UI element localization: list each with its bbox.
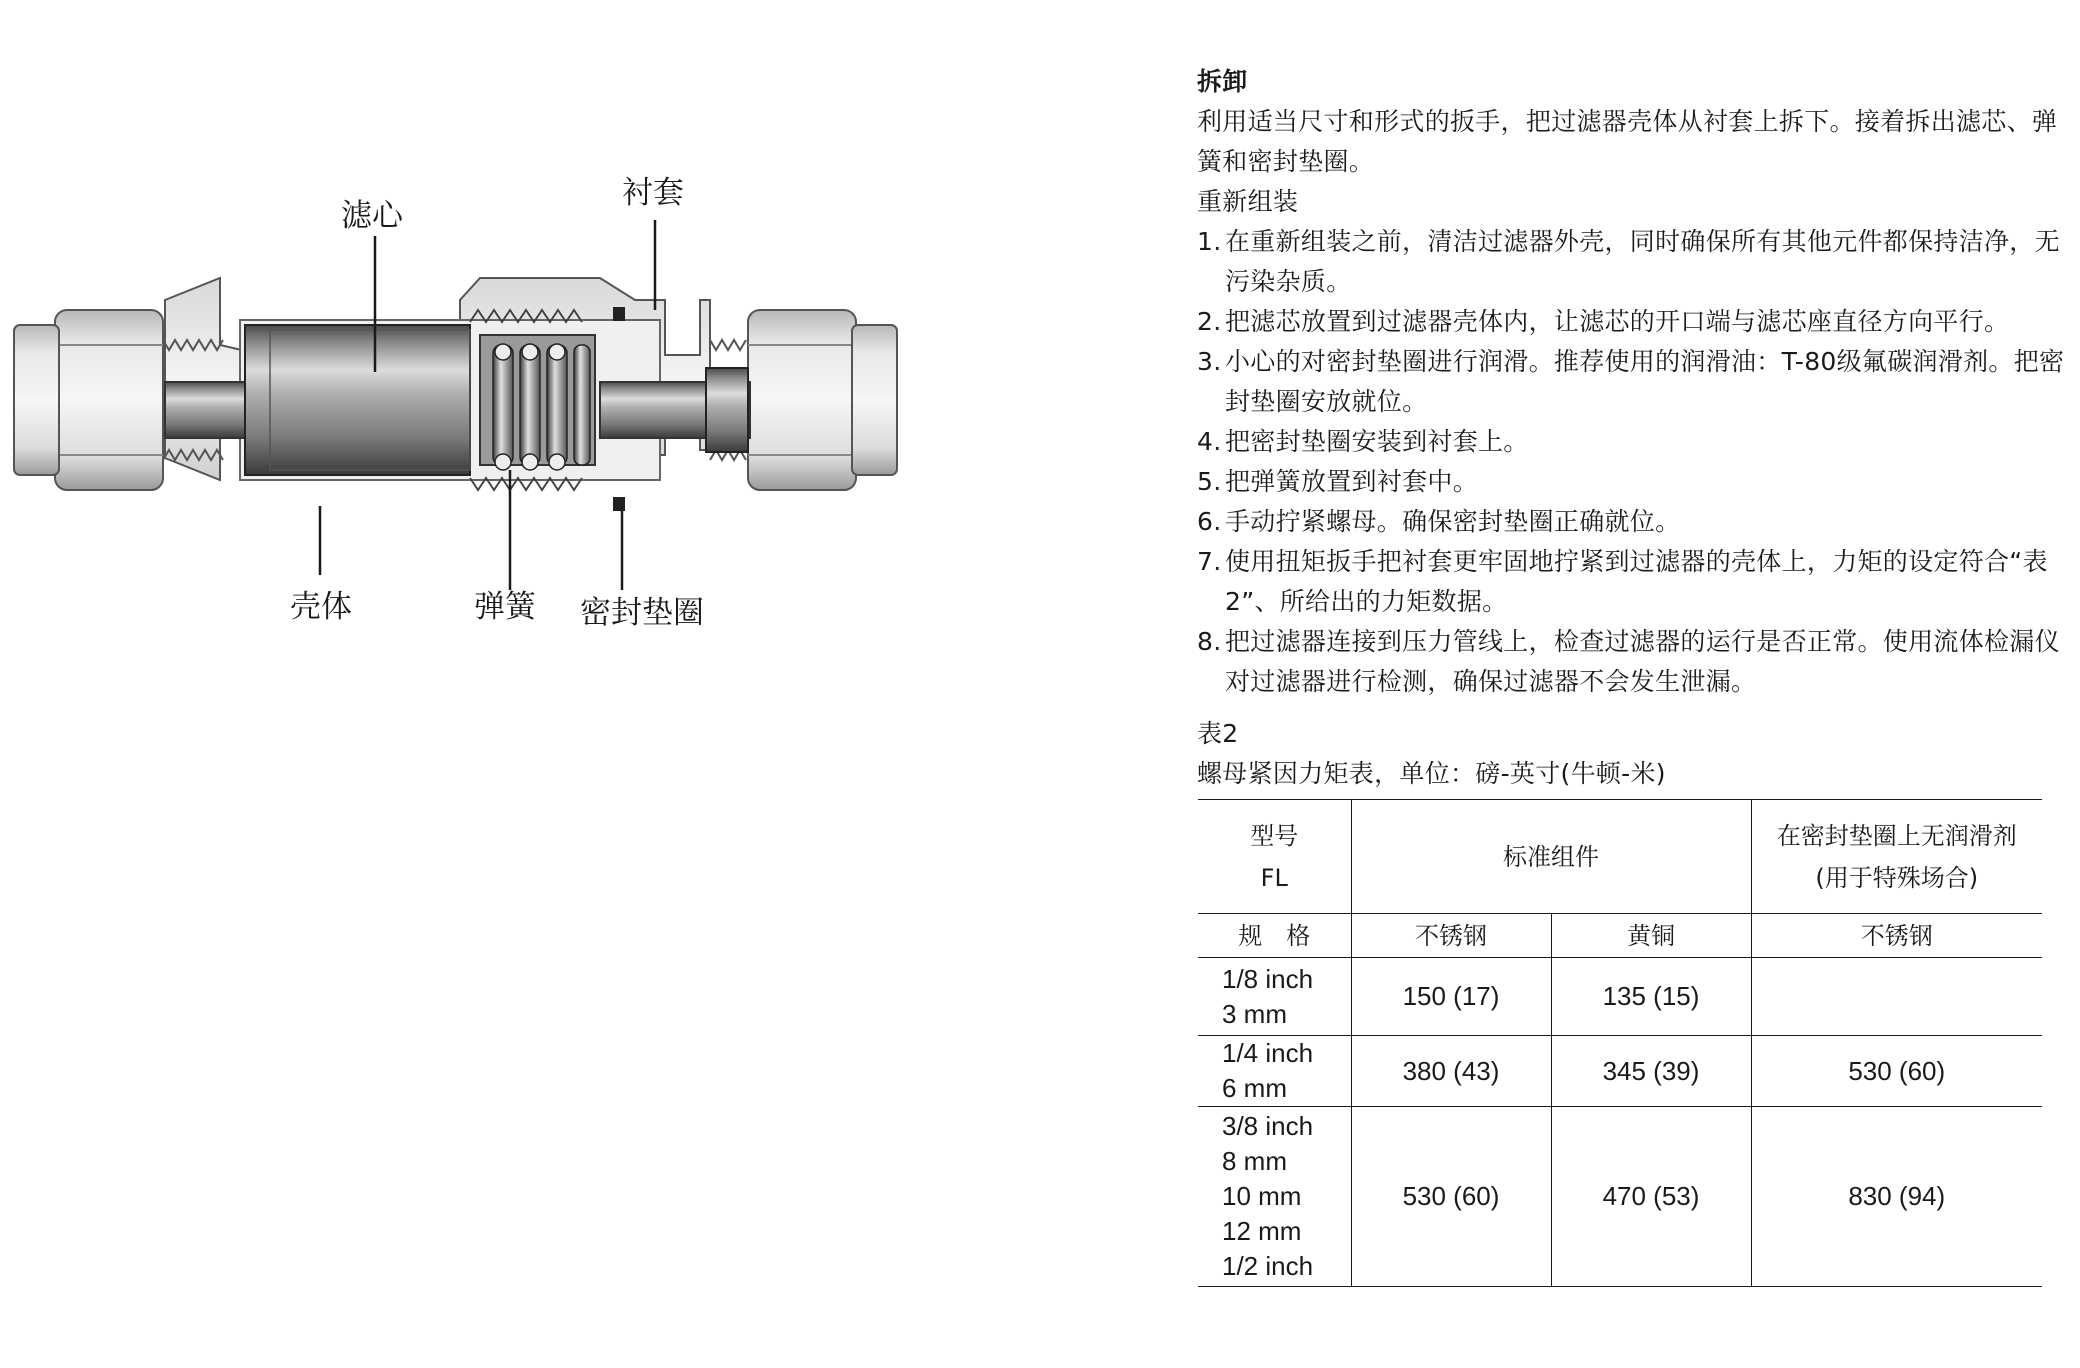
- step-item: [1197, 502, 2077, 542]
- standard-header: 标准组件: [1351, 800, 1751, 914]
- step-text: 使用扭矩扳手把衬套更牢固地拧紧到过滤器的壳体上，力矩的设定符合“表2”、所给出的力矩数据。: [1225, 547, 2048, 616]
- disassembly-heading: 拆卸: [1197, 67, 1248, 96]
- step-item: [1197, 302, 2077, 342]
- step-item: [1197, 622, 2077, 702]
- label-spring: 弹簧: [474, 589, 536, 625]
- step-number: 6.: [1197, 507, 1222, 536]
- size-value: 3/8 inch: [1222, 1111, 1314, 1141]
- label-body: 壳体: [290, 589, 352, 625]
- step-text: 把弹簧放置到衬套中。: [1225, 467, 1479, 496]
- model-value: FL: [1260, 863, 1288, 892]
- size-value: 8 mm: [1222, 1146, 1287, 1176]
- step-number: 4.: [1197, 427, 1222, 456]
- step-text: 把过滤器连接到压力管线上，检查过滤器的运行是否正常。使用流体检漏仪对过滤器进行检测，确保过滤器不会发生泄漏。: [1225, 627, 2060, 696]
- label-filter-element: 滤心: [341, 198, 403, 234]
- reassembly-heading: 重新组装: [1197, 187, 1299, 216]
- step-number: 3.: [1197, 347, 1222, 376]
- stainless-no-lube-header: 不锈钢: [1751, 914, 2042, 958]
- left-tube: [165, 382, 247, 438]
- label-bushing: 衬套: [622, 175, 684, 211]
- size-value: 6 mm: [1222, 1073, 1287, 1103]
- no-lube-line1: 在密封垫圈上无润滑剂: [1776, 821, 2017, 850]
- step-text: 把滤芯放置到过滤器壳体内，让滤芯的开口端与滤芯座直径方向平行。: [1225, 307, 2010, 336]
- table-header-row: [1198, 800, 2042, 914]
- step-text: 手动拧紧螺母。确保密封垫圈正确就位。: [1225, 507, 1681, 536]
- step-item: [1197, 222, 2077, 302]
- step-item: [1197, 462, 2077, 502]
- instructions: [1197, 62, 2077, 794]
- step-item: [1197, 422, 2077, 462]
- stainless-value: 150 (17): [1351, 958, 1551, 1036]
- size-cell: [1198, 1107, 1351, 1287]
- filter-element: [245, 325, 470, 475]
- size-cell: [1198, 1036, 1351, 1107]
- brass-header: 黄铜: [1551, 914, 1751, 958]
- disassembly-text: 利用适当尺寸和形式的扳手，把过滤器壳体从衬套上拆下。接着拆出滤芯、弹簧和密封垫圈。: [1197, 107, 2058, 176]
- table-row: [1198, 958, 2042, 1036]
- step-number: 7.: [1197, 547, 1222, 576]
- step-number: 5.: [1197, 467, 1222, 496]
- brass-value: 345 (39): [1551, 1036, 1751, 1107]
- table-subheader-row: [1198, 914, 2042, 958]
- no-lube-value: 530 (60): [1751, 1036, 2042, 1107]
- no-lube-header: [1751, 800, 2042, 914]
- table-label: 表2: [1197, 719, 1239, 748]
- filter-cross-section-diagram: [0, 0, 1000, 720]
- no-lube-value: [1751, 958, 2042, 1036]
- step-number: 8.: [1197, 627, 1222, 656]
- model-label: 型号: [1250, 821, 1299, 850]
- size-value: 3 mm: [1222, 998, 1287, 1029]
- model-header: [1198, 800, 1351, 914]
- step-text: 把密封垫圈安装到衬套上。: [1225, 427, 1529, 456]
- brass-value: 470 (53): [1551, 1107, 1751, 1287]
- size-value: 1/2 inch: [1222, 1251, 1314, 1281]
- size-cell: [1198, 958, 1351, 1036]
- no-lube-value: 830 (94): [1751, 1107, 2042, 1287]
- size-value: 1/8 inch: [1222, 963, 1314, 994]
- spring: [480, 335, 595, 470]
- no-lube-line2: (用于特殊场合): [1815, 863, 1979, 892]
- stainless-value: 380 (43): [1351, 1036, 1551, 1107]
- step-text: 小心的对密封垫圈进行润滑。推荐使用的润滑油：T-80级氟碳润滑剂。把密封垫圈安放就位。: [1225, 347, 2065, 416]
- table-row: [1198, 1107, 2042, 1287]
- brass-value: 135 (15): [1551, 958, 1751, 1036]
- stainless-value: 530 (60): [1351, 1107, 1551, 1287]
- step-text: 在重新组装之前，清洁过滤器外壳，同时确保所有其他元件都保持洁净，无污染杂质。: [1225, 227, 2060, 296]
- step-item: [1197, 342, 2077, 422]
- step-item: [1197, 542, 2077, 622]
- stainless-header: 不锈钢: [1351, 914, 1551, 958]
- table-caption: 螺母紧因力矩表，单位：磅-英寸(牛顿-米): [1197, 759, 1666, 788]
- size-value: 12 mm: [1222, 1216, 1302, 1246]
- torque-table: [1198, 799, 2042, 1287]
- step-number: 2.: [1197, 307, 1222, 336]
- table-row: [1198, 1036, 2042, 1107]
- step-number: 1.: [1197, 227, 1222, 256]
- label-gasket: 密封垫圈: [580, 595, 704, 631]
- size-header: 规 格: [1198, 914, 1351, 958]
- reassembly-steps: [1197, 222, 2077, 702]
- size-value: 1/4 inch: [1222, 1038, 1314, 1068]
- size-value: 10 mm: [1222, 1181, 1302, 1211]
